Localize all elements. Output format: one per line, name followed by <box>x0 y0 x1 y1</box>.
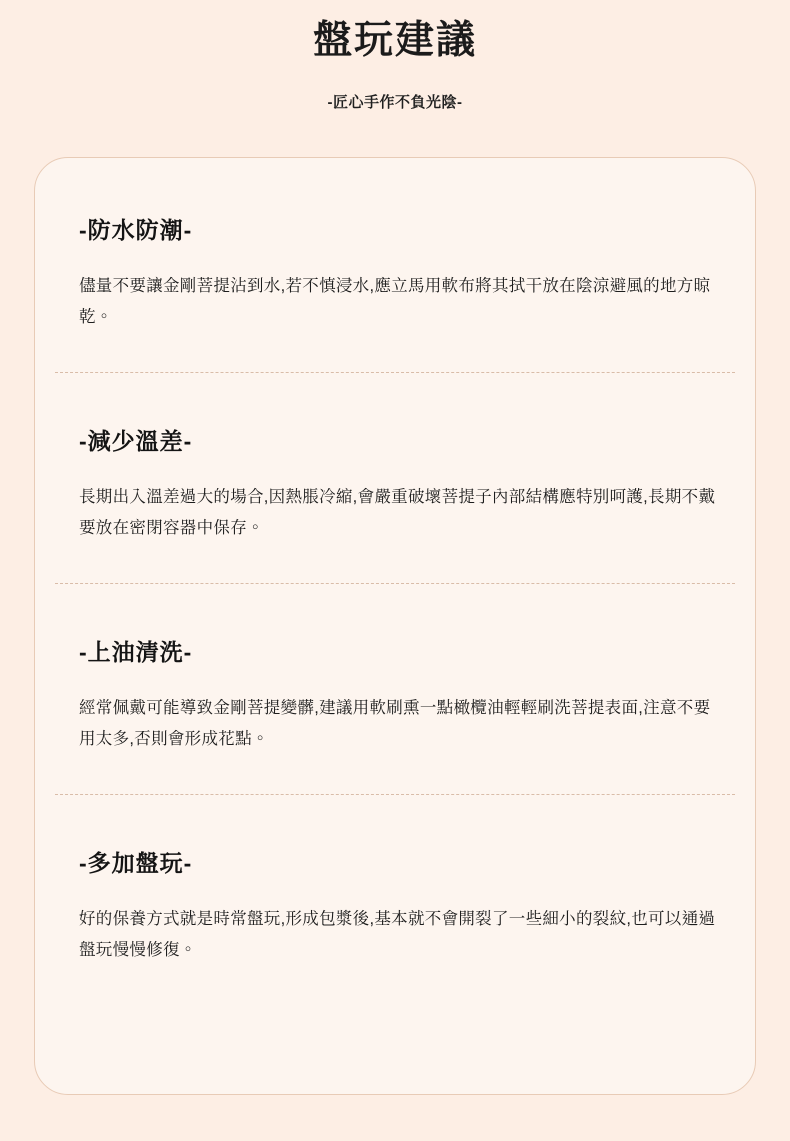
spacer <box>35 754 755 794</box>
advice-section-waterproof <box>35 212 755 332</box>
section-title: -防水防潮- <box>79 217 193 243</box>
section-body: 經常佩戴可能導致金剛菩提變髒,建議用軟刷熏一點橄欖油輕輕刷洗菩提表面,注意不要用太多,否則會形成花點。 <box>79 699 711 748</box>
advice-card <box>34 157 756 1095</box>
spacer <box>35 373 755 423</box>
spacer <box>35 543 755 583</box>
section-body: 好的保養方式就是時常盤玩,形成包漿後,基本就不會開裂了一些細小的裂紋,也可以通過盤玩慢慢修復。 <box>79 910 716 959</box>
page-title: 盤玩建議 <box>312 19 477 62</box>
section-title: -上油清洗- <box>79 639 193 666</box>
page-header <box>0 0 790 112</box>
section-body: 長期出入溫差過大的場合,因熱脹冷縮,會嚴重破壞菩提子內部結構應特別呵護,長期不戴要放在密閉容器中保存。 <box>79 488 716 537</box>
spacer <box>35 795 755 845</box>
advice-section-oiling <box>35 634 755 754</box>
spacer <box>35 332 755 372</box>
page-subtitle: -匠心手作不負光陰- <box>327 93 463 111</box>
section-body: 儘量不要讓金剛菩提沾到水,若不慎浸水,應立馬用軟布將其拭干放在陰涼避風的地方晾乾。 <box>79 277 711 326</box>
section-title: -多加盤玩- <box>79 850 193 877</box>
section-title: -減少溫差- <box>79 428 193 455</box>
advice-section-list <box>35 158 755 965</box>
advice-section-temperature <box>35 423 755 543</box>
advice-section-playing <box>35 845 755 965</box>
spacer <box>35 584 755 634</box>
